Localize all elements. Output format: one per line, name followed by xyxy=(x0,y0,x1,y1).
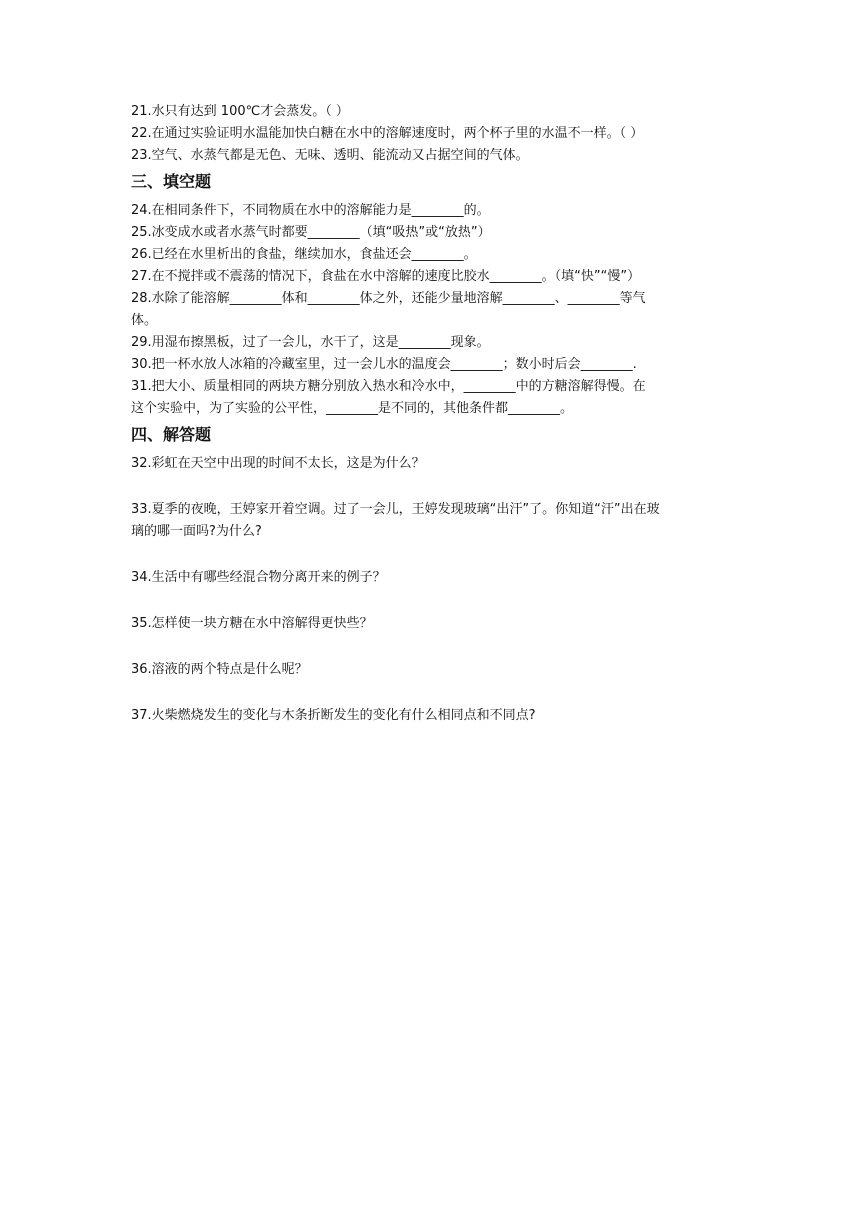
question-text: 32.彩虹在天空中出现的时间不太长，这是为什么？ xyxy=(131,456,425,471)
question-text: 34.生活中有哪些经混合物分离开来的例子？ xyxy=(131,570,386,585)
question-text: 35.怎样使一块方糖在水中溶解得更快些？ xyxy=(131,616,373,631)
question-28-continued: 体。 xyxy=(131,313,158,328)
question-21: 21.水只有达到 100℃才会蒸发。（ ） xyxy=(131,104,349,119)
question-31-continued: 这个实验中，为了实验的公平性，________是不同的，其他条件都________。 xyxy=(131,401,574,416)
question-28: 28.水除了能溶解________体和________体之外，还能少量地溶解________、________等气 xyxy=(131,291,646,306)
question-33 xyxy=(131,499,741,543)
question-30: 30.把一杯水放人冰箱的冷藏室里，过一会儿水的温度会________；数小时后会________. xyxy=(131,357,637,372)
true-false-questions xyxy=(131,101,741,167)
section-fill-blank-title: 三、填空题 xyxy=(131,172,212,191)
question-24: 24.在相同条件下，不同物质在水中的溶解能力是________的。 xyxy=(131,203,490,218)
question-text: 36.溶液的两个特点是什么呢？ xyxy=(131,662,308,677)
question-text: 37.火柴燃烧发生的变化与木条折断发生的变化有什么相同点和不同点? xyxy=(131,708,536,723)
question-26: 26.已经在水里析出的食盐，继续加水，食盐还会________。 xyxy=(131,247,477,262)
question-36 xyxy=(131,659,741,681)
question-text: 33.夏季的夜晚，王婷家开着空调。过了一会儿，王婷发现玻璃“出汗”了。你知道“汗”出在玻 xyxy=(131,502,660,517)
question-29: 29.用湿布擦黑板，过了一会儿，水干了，这是________现象。 xyxy=(131,335,490,350)
fill-blank-questions xyxy=(131,200,741,420)
question-31: 31.把大小、质量相同的两块方糖分别放入热水和冷水中，________中的方糖溶解得慢。在 xyxy=(131,379,646,394)
section-answer-title: 四、解答题 xyxy=(131,425,212,444)
question-34 xyxy=(131,567,741,589)
question-23: 23.空气、水蒸气都是无色、无味、透明、能流动又占据空间的气体。 xyxy=(131,148,529,163)
question-22: 22.在通过实验证明水温能加快白糖在水中的溶解速度时，两个杯子里的水温不一样。（ ） xyxy=(131,126,644,141)
question-25: 25.冰变成水或者水蒸气时都要________（填“吸热”或“放热”） xyxy=(131,225,491,240)
question-27: 27.在不搅拌或不震荡的情况下，食盐在水中溶解的速度比胶水________。（填“快”“慢”） xyxy=(131,269,641,284)
question-32 xyxy=(131,453,741,475)
page-content xyxy=(131,101,741,751)
answer-questions xyxy=(131,453,741,727)
question-35 xyxy=(131,613,741,635)
question-37 xyxy=(131,705,741,727)
question-text-continued: 璃的哪一面吗?为什么? xyxy=(131,524,262,539)
